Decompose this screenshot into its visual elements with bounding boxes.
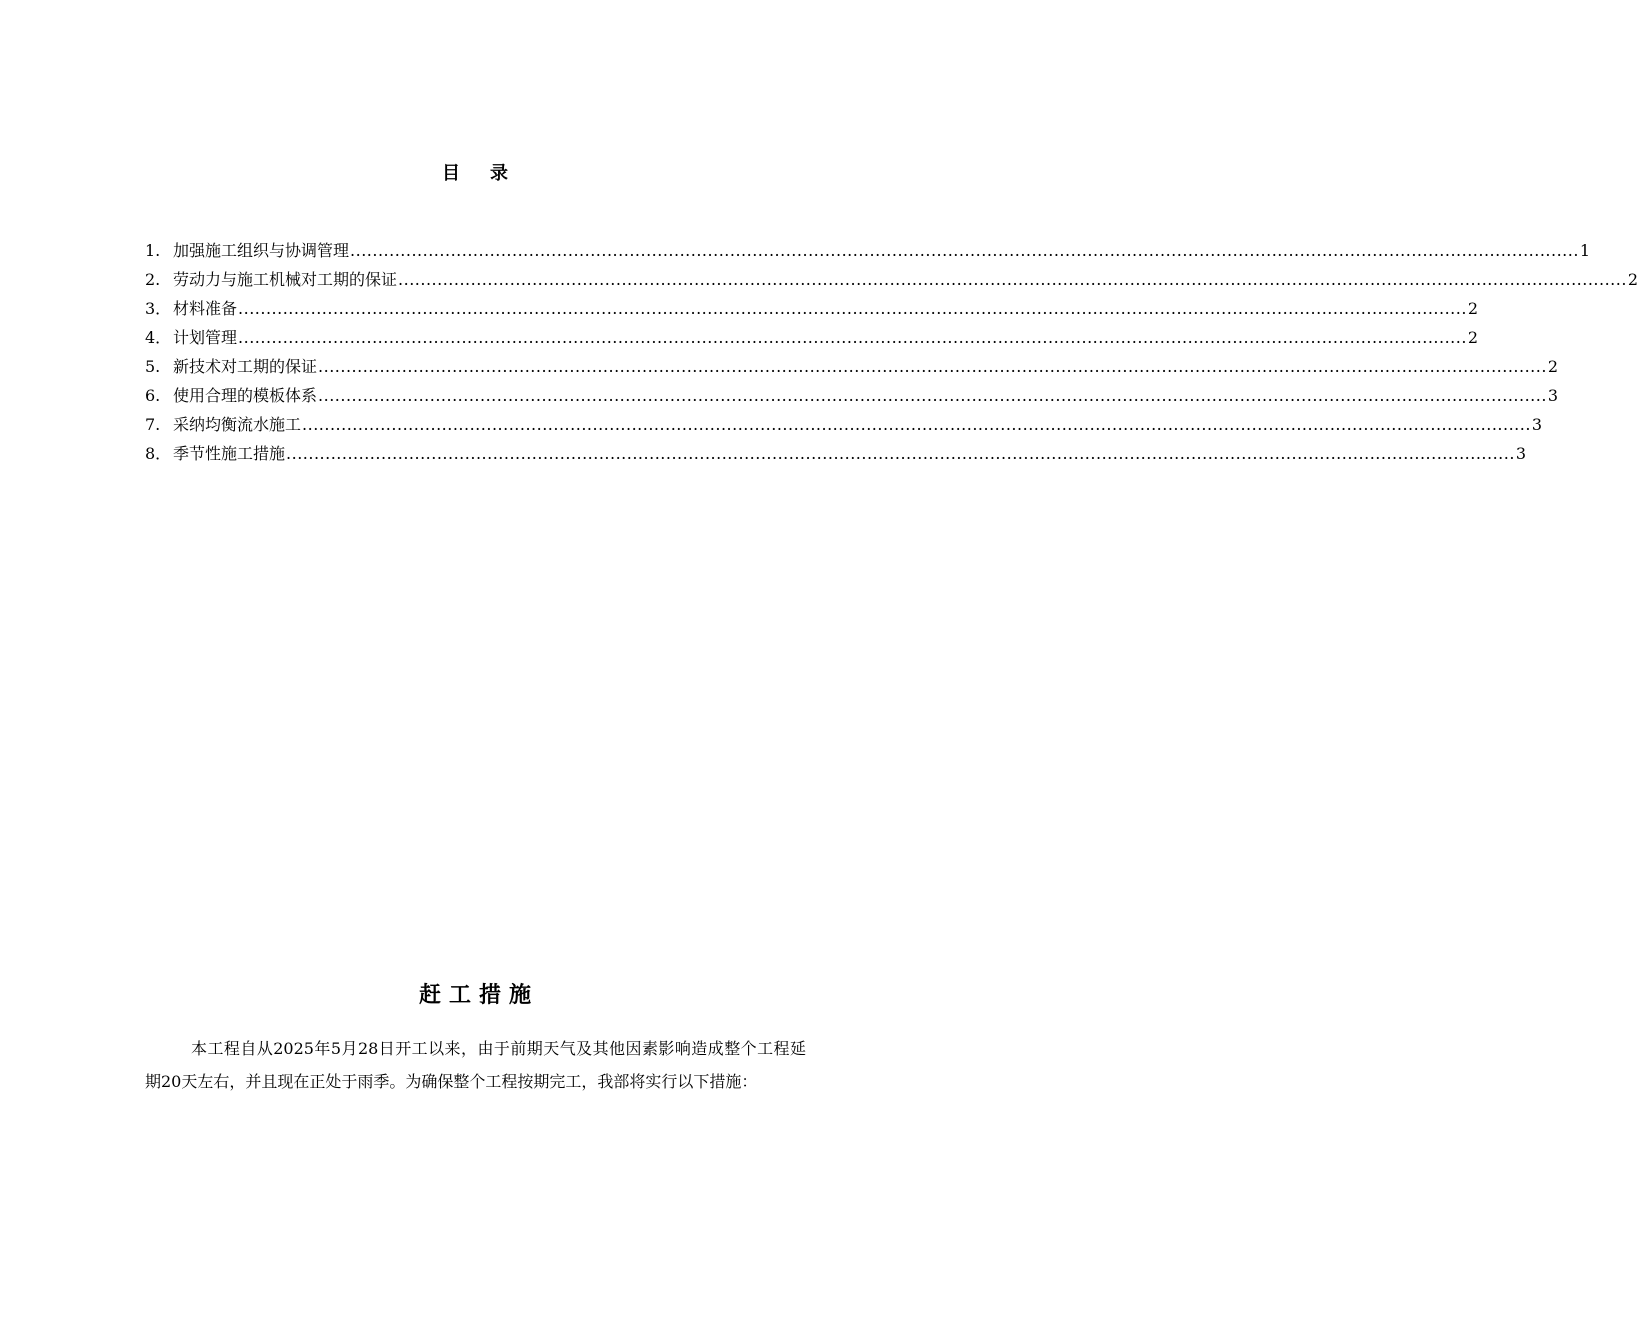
toc-entry[interactable] (145, 352, 1559, 381)
toc-entry-text: 材料准备 (173, 299, 238, 318)
toc-dot-leader: ............................................................................................................................................................................................................................ (302, 415, 1531, 434)
toc-entry-number: 5. (145, 357, 161, 376)
toc-entry-page: 1 (1579, 241, 1591, 260)
toc-dot-leader: ............................................................................................................................................................................................................................ (350, 241, 1579, 260)
toc-entry-page: 3 (1515, 444, 1527, 463)
toc-entry-page: 2 (1467, 328, 1479, 347)
toc-entry-text: 季节性施工措施 (173, 444, 286, 463)
toc-entry-page: 2 (1627, 270, 1638, 289)
toc-entry-page: 3 (1531, 415, 1543, 434)
toc-entry-number: 2. (145, 270, 161, 289)
toc-entry-number: 8． (145, 444, 172, 463)
toc-entry[interactable] (145, 381, 1559, 410)
toc-entry-page: 2 (1467, 299, 1479, 318)
toc-dot-leader: ............................................................................................................................................................................................................................ (286, 444, 1515, 463)
toc-dot-leader: ............................................................................................................................................................................................................................ (238, 299, 1467, 318)
toc-entry-number: 7. (145, 415, 161, 434)
toc-entry-text: 采纳均衡流水施工 (173, 415, 302, 434)
toc-entry-text: 新技术对工期的保证 (173, 357, 318, 376)
toc-entry-number: 6. (145, 386, 161, 405)
toc-dot-leader: ............................................................................................................................................................................................................................ (318, 386, 1547, 405)
toc-dot-leader: ............................................................................................................................................................................................................................ (398, 270, 1627, 289)
toc-entry-text: 使用合理的模板体系 (173, 386, 318, 405)
toc-dot-leader: ............................................................................................................................................................................................................................ (238, 328, 1467, 347)
toc-entry-page: 3 (1547, 386, 1559, 405)
toc-entry[interactable] (145, 236, 1591, 265)
toc-dot-leader: ............................................................................................................................................................................................................................ (318, 357, 1547, 376)
toc-entry[interactable] (145, 294, 1479, 323)
document-title: 赶工措施 (418, 982, 539, 1008)
toc-entry-number: 4． (145, 328, 172, 347)
toc-entry[interactable] (145, 410, 1543, 439)
toc-entry-text: 劳动力与施工机械对工期的保证 (173, 270, 398, 289)
toc-entry[interactable] (145, 265, 1638, 294)
toc-entry-number: 3． (145, 299, 172, 318)
toc-entry[interactable] (145, 439, 1527, 468)
toc-entry-text: 加强施工组织与协调管理 (173, 241, 350, 260)
toc-entry-number: 1. (145, 241, 161, 260)
intro-paragraph: 本工程自从2025年5月28日开工以来，由于前期天气及其他因素影响造成整个工程延期20天左右，并且现在正处于雨季。为确保整个工程按期完工，我部将实行以下措施： (145, 1039, 806, 1091)
toc-entry[interactable] (145, 323, 1479, 352)
toc-entry-page: 2 (1547, 357, 1559, 376)
toc-entry-text: 计划管理 (173, 328, 238, 347)
toc-list (145, 236, 1638, 468)
toc-title: 目录 (442, 163, 538, 184)
